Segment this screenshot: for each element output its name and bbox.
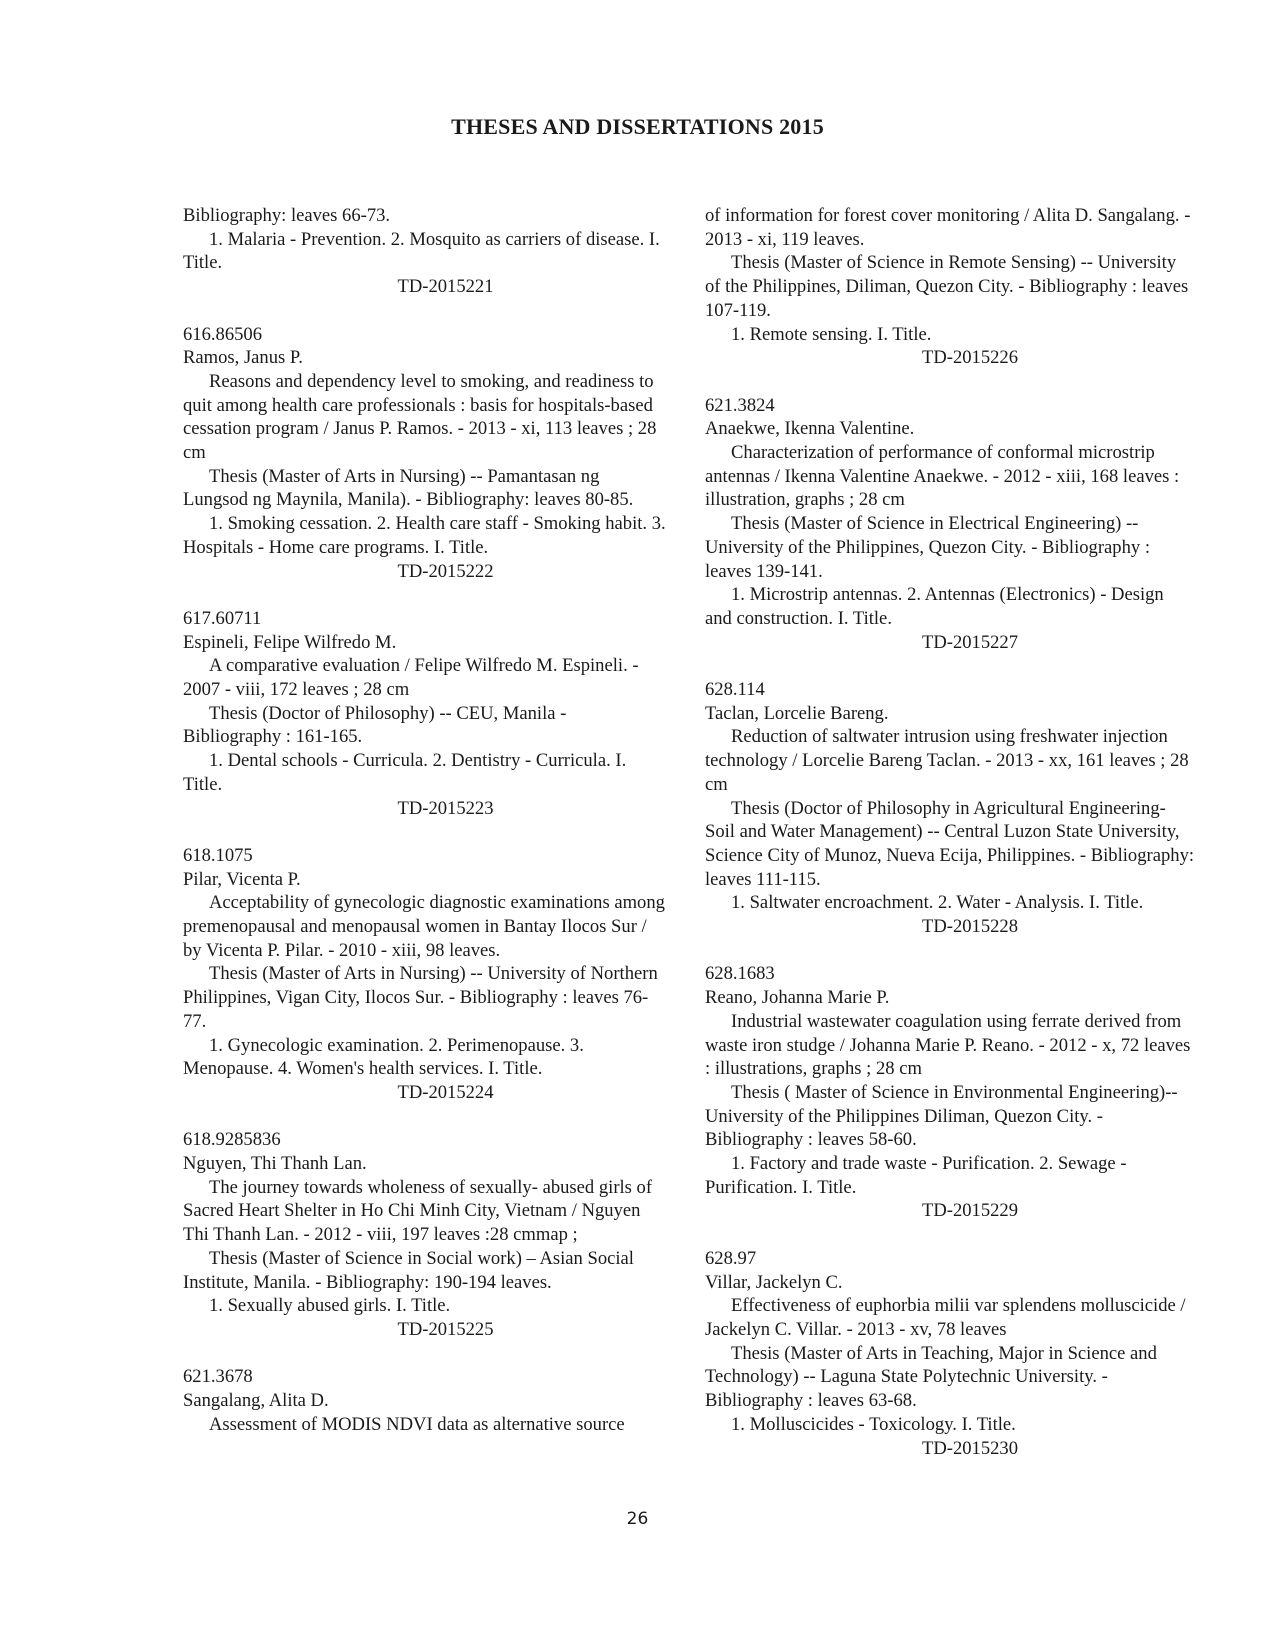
catalog-entry (705, 962, 1195, 1223)
author: Anaekwe, Ikenna Valentine. (705, 418, 915, 440)
accession-number: TD-2015224 (397, 1081, 494, 1103)
left-column (183, 204, 668, 1460)
accession-number: TD-2015222 (397, 560, 494, 582)
page-number: 26 (626, 1509, 649, 1529)
entry-title: Assessment of MODIS NDVI data as alternative source (209, 1413, 625, 1435)
entry-subjects: 1. Microstrip antennas. 2. Antennas (Electronics) - Design and construction. I. Title. (705, 584, 1164, 629)
catalog-entry (705, 204, 1195, 370)
call-number: 628.1683 (705, 963, 775, 985)
catalog-entry (183, 204, 668, 299)
entry-title: Characterization of performance of conformal microstrip antennas / Ikenna Valentine Anaekwe. - 2012 - xiii, 168 leaves : illustration, graphs ; 28 cm (705, 442, 1180, 511)
accession-number: TD-2015221 (397, 276, 494, 298)
call-number: 618.9285836 (183, 1129, 281, 1151)
author: Villar, Jackelyn C. (705, 1271, 843, 1293)
accession-number: TD-2015229 (921, 1200, 1019, 1222)
thesis-note: Thesis (Master of Science in Remote Sensing) -- University of the Philippines, Diliman, Quezon City. - Bibliography : leaves 107-119. (705, 252, 1189, 321)
call-number: 616.86506 (183, 323, 263, 345)
call-number: 628.97 (705, 1247, 757, 1269)
entry-subjects: 1. Remote sensing. I. Title. (731, 323, 932, 345)
thesis-note: Thesis ( Master of Science in Environmental Engineering)-- University of the Philippines Diliman, Quezon City. - Bibliography : leaves 58-60. (705, 1081, 1178, 1151)
accession-number: TD-2015227 (921, 631, 1019, 653)
entry-title: Effectiveness of euphorbia milii var splendens molluscicide / Jackelyn C. Villar. - 2013 - xv, 78 leaves (705, 1295, 1186, 1340)
entry-subjects: 1. Malaria - Prevention. 2. Mosquito as carriers of disease. I. Title. (183, 228, 660, 274)
entry-text: of information for forest cover monitoring / Alita D. Sangalang. - 2013 - xi, 119 leaves. (705, 205, 1191, 250)
catalog-entry (705, 678, 1195, 939)
author: Sangalang, Alita D. (183, 1390, 329, 1412)
thesis-note: Thesis (Master of Science in Electrical Engineering) -- University of the Philippines, Quezon City. - Bibliography : leaves 139-141. (705, 513, 1150, 582)
thesis-note: Thesis (Master of Arts in Nursing) -- University of Northern Philippines, Vigan City, Ilocos Sur. - Bibliography : leaves 76-77. (183, 963, 658, 1032)
call-number: 628.114 (705, 679, 765, 701)
accession-number: TD-2015226 (921, 347, 1019, 369)
entry-text: Bibliography: leaves 66-73. (183, 205, 391, 226)
accession-number: TD-2015223 (397, 797, 494, 819)
catalog-entry (183, 323, 668, 584)
entry-subjects: 1. Gynecologic examination. 2. Perimenopause. 3. Menopause. 4. Women's health services. I. Title. (183, 1034, 584, 1080)
page-title: THESES AND DISSERTATIONS 2015 (451, 114, 824, 139)
author: Ramos, Janus P. (183, 347, 303, 369)
author: Espineli, Felipe Wilfredo M. (183, 631, 397, 653)
entry-subjects: 1. Saltwater encroachment. 2. Water - Analysis. I. Title. (731, 892, 1144, 914)
entry-subjects: 1. Smoking cessation. 2. Health care staff - Smoking habit. 3. Hospitals - Home care programs. I. Title. (183, 513, 666, 558)
catalog-entry (183, 607, 668, 820)
call-number: 621.3824 (705, 394, 775, 416)
call-number: 621.3678 (183, 1366, 253, 1388)
accession-number: TD-2015230 (921, 1437, 1019, 1459)
thesis-note: Thesis (Doctor of Philosophy) -- CEU, Manila - Bibliography : 161-165. (183, 702, 567, 748)
thesis-note: Thesis (Master of Science in Social work) – Asian Social Institute, Manila. - Bibliography: 190-194 leaves. (183, 1247, 634, 1293)
catalog-entry (705, 394, 1195, 655)
catalog-entry (183, 1128, 668, 1341)
entry-title: A comparative evaluation / Felipe Wilfredo M. Espineli. - 2007 - viii, 172 leaves ; 28 cm (183, 655, 639, 701)
catalog-entry (705, 1247, 1195, 1460)
author: Reano, Johanna Marie P. (705, 987, 890, 1009)
entry-subjects: 1. Factory and trade waste - Purification. 2. Sewage - Purification. I. Title. (705, 1153, 1127, 1198)
entry-title: Acceptability of gynecologic diagnostic examinations among premenopausal and menopausal women in Bantay Ilocos Sur / by Vicenta P. Pilar. - 2010 - xiii, 98 leaves. (183, 892, 665, 961)
entry-title: The journey towards wholeness of sexually- abused girls of Sacred Heart Shelter in Ho Chi Minh City, Vietnam / Nguyen Thi Thanh Lan. - 2012 - viii, 197 leaves :28 cmmap ; (183, 1176, 653, 1246)
thesis-note: Thesis (Doctor of Philosophy in Agricultural Engineering- Soil and Water Management) -- Central Luzon State University, Science City of Munoz, Nueva Ecija, Philippines. - Bibliography: leaves 111-115. (705, 797, 1195, 890)
right-column (705, 204, 1195, 1484)
entry-title: Reduction of saltwater intrusion using freshwater injection technology / Lorcelie Bareng Taclan. - 2013 - xx, 161 leaves ; 28 cm (705, 726, 1189, 795)
entry-subjects: 1. Dental schools - Curricula. 2. Dentistry - Curricula. I. Title. (183, 750, 627, 795)
thesis-note: Thesis (Master of Arts in Teaching, Major in Science and Technology) -- Laguna State Polytechnic University. - Bibliography : leaves 63-68. (705, 1342, 1157, 1412)
author: Taclan, Lorcelie Bareng. (705, 702, 889, 724)
entry-title: Industrial wastewater coagulation using ferrate derived from waste iron studge / Johanna Marie P. Reano. - 2012 - x, 72 leaves : illustrations, graphs ; 28 cm (705, 1010, 1191, 1080)
call-number: 618.1075 (183, 844, 253, 866)
entry-title: Reasons and dependency level to smoking, and readiness to quit among health care professionals : basis for hospitals-based cessation program / Janus P. Ramos. - 2013 - xi, 113 leaves ; 28 cm (183, 370, 657, 464)
author: Pilar, Vicenta P. (183, 868, 301, 890)
author: Nguyen, Thi Thanh Lan. (183, 1153, 367, 1175)
entry-subjects: 1. Sexually abused girls. I. Title. (209, 1295, 451, 1317)
call-number: 617.60711 (183, 607, 262, 629)
accession-number: TD-2015228 (921, 916, 1019, 938)
thesis-note: Thesis (Master of Arts in Nursing) -- Pamantasan ng Lungsod ng Maynila, Manila). - Bibliography: leaves 80-85. (183, 465, 634, 511)
catalog-entry (183, 1365, 668, 1436)
entry-subjects: 1. Molluscicides - Toxicology. I. Title. (731, 1413, 1016, 1435)
accession-number: TD-2015225 (397, 1318, 494, 1340)
catalog-entry (183, 844, 668, 1105)
